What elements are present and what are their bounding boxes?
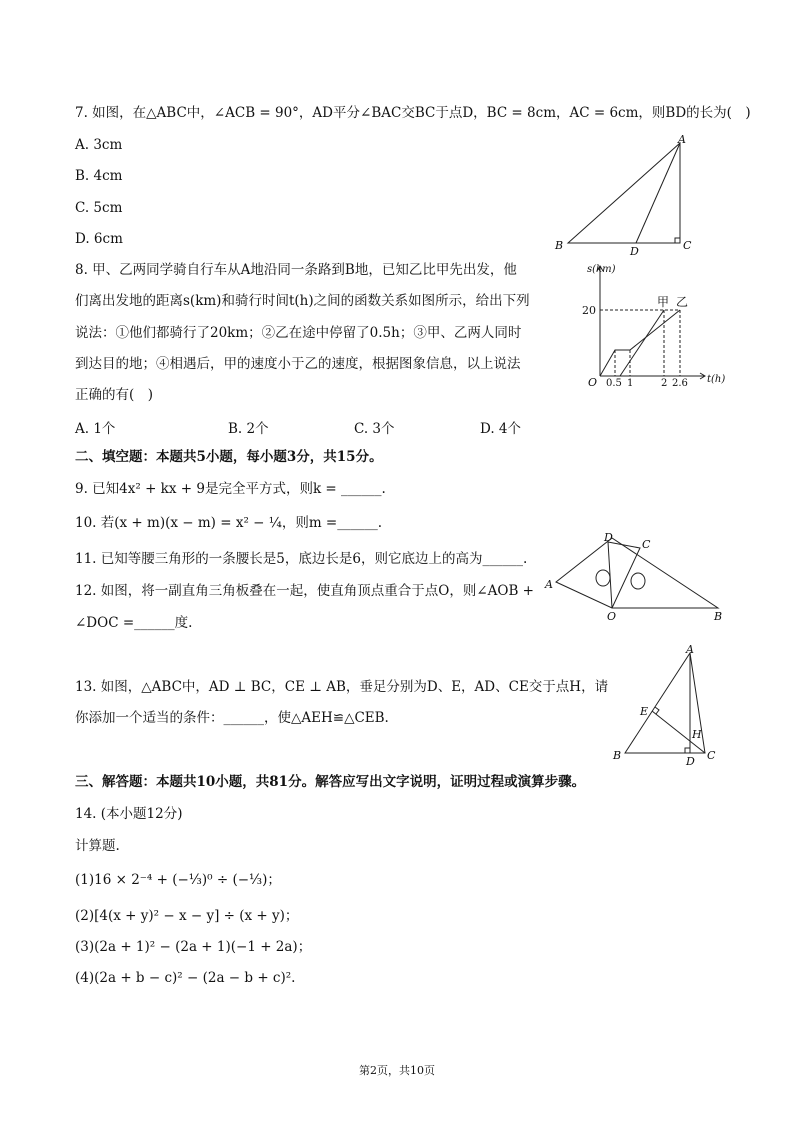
q7-label-c: C xyxy=(683,239,692,252)
q8-origin: O xyxy=(588,376,598,389)
q9: 9. 已知4x² + kx + 9是完全平方式，则k = ______. xyxy=(75,481,386,497)
q8-x-tick-2-6: 2.6 xyxy=(672,378,688,389)
q7-label-b: B xyxy=(555,239,564,252)
q7-triangle-figure xyxy=(550,133,700,261)
q12-line-2: ∠DOC =______度. xyxy=(75,615,193,631)
q7-triangle-abc xyxy=(568,143,680,243)
q12-hole-right xyxy=(631,573,645,589)
q8-option-b: B. 2个 xyxy=(228,421,269,437)
q8-option-a: A. 1个 xyxy=(75,421,116,437)
q8-x-axis-label: t(h) xyxy=(707,374,726,385)
section-2-heading: 二、填空题：本题共5小题，每小题3分，共15分。 xyxy=(75,449,383,465)
q12-set-squares-figure xyxy=(540,528,725,623)
q8-line-yi xyxy=(600,310,680,376)
q12-label-o: O xyxy=(607,610,617,623)
q14-item-4: (4)(2a + b − c)² − (2a − b + c)². xyxy=(75,970,296,986)
q8-option-c: C. 3个 xyxy=(354,421,395,437)
q8-x-tick-1: 1 xyxy=(627,378,634,389)
q8-line-5: 正确的有( ) xyxy=(75,387,154,403)
q14-item-2: (2)[4(x + y)² − x − y] ÷ (x + y)； xyxy=(75,908,299,924)
q14-item-1: (1)16 × 2⁻⁴ + (−⅓)⁰ ÷ (−⅓)； xyxy=(75,872,281,888)
q14-intro: 计算题. xyxy=(75,838,120,854)
q8-label-jia: 甲 xyxy=(657,295,670,309)
q8-line-1: 8. 甲、乙两同学骑自行车从A地沿同一条路到B地，已知乙比甲先出发，他 xyxy=(75,262,517,278)
q13-line-2: 你添加一个适当的条件：______，使△AEH≌△CEB. xyxy=(75,710,389,726)
q8-x-tick-2: 2 xyxy=(661,378,668,389)
q7-label-a: A xyxy=(678,133,686,146)
q7-option-d: D. 6cm xyxy=(75,231,123,247)
section-3-heading: 三、解答题：本题共10小题，共81分。解答应写出文字说明，证明过程或演算步骤。 xyxy=(75,774,586,790)
q13-label-a: A xyxy=(686,643,694,656)
q8-y-axis-label: s(km) xyxy=(587,264,616,275)
q13-line-1: 13. 如图，△ABC中，AD ⊥ BC，CE ⊥ AB，垂足分别为D、E，AD、CE交于点H，请 xyxy=(75,679,609,695)
q8-line-3: 说法：①他们都骑行了20km；②乙在途中停留了0.5h；③甲、乙两人同时 xyxy=(75,325,522,341)
q13-right-angle-d xyxy=(685,748,690,753)
q13-label-h: H xyxy=(692,728,702,741)
q13-label-b: B xyxy=(613,749,622,762)
q10: 10. 若(x + m)(x − m) = x² − ¼，则m =______. xyxy=(75,515,383,531)
q7-option-b: B. 4cm xyxy=(75,168,123,184)
q8-distance-time-graph xyxy=(560,258,735,393)
q11: 11. 已知等腰三角形的一条腰长是5，底边长是6，则它底边上的高为______. xyxy=(75,551,528,567)
q8-line-jia xyxy=(620,310,664,376)
q7-segment-ad xyxy=(636,143,680,243)
q12-triangle-doc xyxy=(608,542,640,608)
q7-option-a: A. 3cm xyxy=(75,137,123,153)
q8-option-d: D. 4个 xyxy=(480,421,522,437)
q12-label-c: C xyxy=(642,538,651,551)
q13-triangle-figure xyxy=(610,643,720,768)
q7-label-d: D xyxy=(630,245,639,258)
q14-title: 14. (本小题12分) xyxy=(75,806,183,822)
q12-line-1: 12. 如图，将一副直角三角板叠在一起，使直角顶点重合于点O，则∠AOB + xyxy=(75,583,534,599)
q13-label-c: C xyxy=(707,749,716,762)
q7-right-angle-mark xyxy=(675,238,680,243)
q12-label-b: B xyxy=(714,610,723,623)
q8-line-2: 们离出发地的距离s(km)和骑行时间t(h)之间的函数关系如图所示，给出下列 xyxy=(75,293,530,309)
q12-hole-left xyxy=(596,570,610,586)
q8-y-tick-20: 20 xyxy=(582,304,596,317)
q8-label-yi: 乙 xyxy=(676,295,689,309)
q8-line-4: 到达目的地；④相遇后，甲的速度小于乙的速度，根据图象信息，以上说法 xyxy=(75,356,521,372)
q13-label-d: D xyxy=(686,755,695,768)
q13-label-e: E xyxy=(640,705,649,718)
q8-x-tick-0-5: 0.5 xyxy=(606,378,622,389)
q12-label-d: D xyxy=(604,531,613,544)
q14-item-3: (3)(2a + 1)² − (2a + 1)(−1 + 2a)； xyxy=(75,939,312,955)
q7-stem: 7. 如图，在△ABC中，∠ACB = 90°，AD平分∠BAC交BC于点D，BC = 8cm，AC = 6cm，则BD的长为( ) xyxy=(75,105,751,121)
page-footer: 第2页，共10页 xyxy=(359,1064,435,1077)
q7-option-c: C. 5cm xyxy=(75,200,123,216)
q12-label-a: A xyxy=(545,578,553,591)
q13-right-angle-e xyxy=(655,707,659,714)
